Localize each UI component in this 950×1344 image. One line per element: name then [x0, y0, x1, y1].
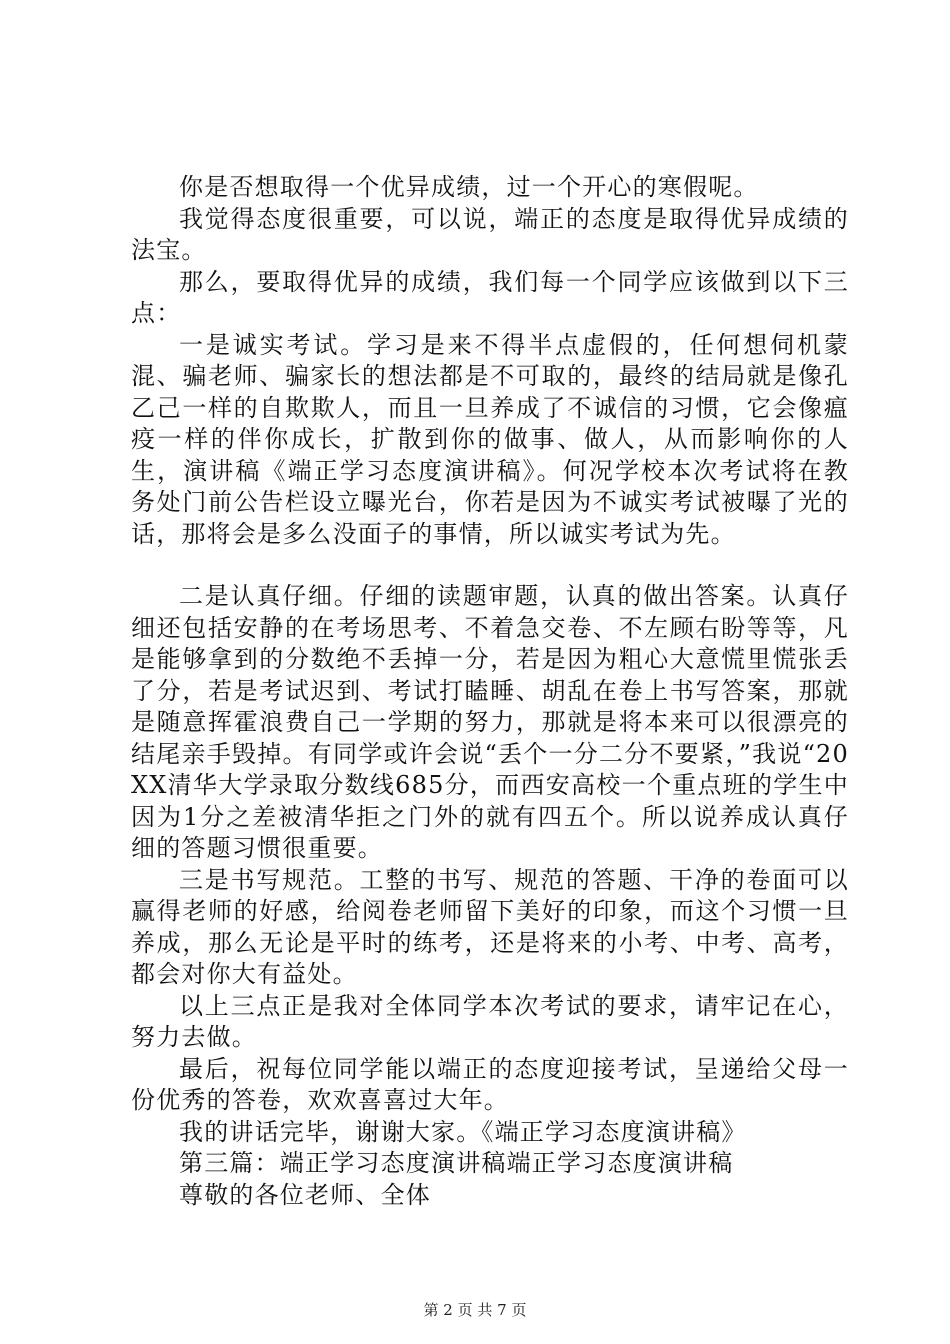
paragraph-point-two-carefulness: 二是认真仔细。仔细的读题审题，认真的做出答案。认真仔细还包括安静的在考场思考、不着急交卷、不左顾右盼等等，凡是能够拿到的分数绝不丢掉一分，若是因为粗心大意慌里慌张丢了分，若是考试迟到、考试打瞌睡、胡乱在卷上书写答案，那就是随意挥霍浪费自己一学期的努力，那就是将本来可以很漂亮的结尾亲手毁掉。有同学或许会说“丢个一分二分不要紧，”我说“20XX清华大学录取分数线685分，而西安高校一个重点班的学生中因为1分之差被清华拒之门外的就有四五个。所以说养成认真仔细的答题习惯很重要。 [131, 582, 849, 862]
paragraph-three-points-intro: 那么，要取得优异的成绩，我们每一个同学应该做到以下三点： [131, 267, 849, 327]
paragraph-requirements-summary: 以上三点正是我对全体同学本次考试的要求，请牢记在心，努力去做。 [131, 991, 849, 1051]
paragraph-point-one-honesty: 一是诚实考试。学习是来不得半点虚假的，任何想伺机蒙混、骗老师、骗家长的想法都是不可取的，最终的结局就是像孔乙己一样的自欺欺人，而且一旦养成了不诚信的习惯，它会像瘟疫一样的伴你成长，扩散到你的做事、做人，从而影响你的人生，演讲稿《端正学习态度演讲稿》。何况学校本次考试将在教务处门前公告栏设立曝光台，你若是因为不诚实考试被曝了光的话，那将会是多么没面子的事情，所以诚实考试为先。 [131, 330, 849, 548]
paragraph-salutation: 尊敬的各位老师、全体 [179, 1180, 431, 1209]
paragraph-intro-question: 你是否想取得一个优异成绩，过一个开心的寒假呢。 [179, 173, 759, 201]
document-body [131, 172, 849, 1211]
paragraph-third-article-title: 第三篇：端正学习态度演讲稿端正学习态度演讲稿 [179, 1149, 734, 1177]
paragraph-speech-end: 我的讲话完毕，谢谢大家。《端正学习态度演讲稿》 [179, 1117, 747, 1146]
paragraph-point-three-handwriting: 三是书写规范。工整的书写、规范的答题、干净的卷面可以赢得老师的好感，给阅卷老师留下美好的印象，而这个习惯一旦养成，那么无论是平时的练考，还是将来的小考、中考、高考，都会对你大有益处。 [131, 865, 849, 988]
paragraph-attitude-importance: 我觉得态度很重要，可以说，端正的态度是取得优异成绩的法宝。 [131, 204, 849, 264]
page-number-footer: 第 2 页 共 7 页 [423, 1301, 527, 1319]
paragraph-closing-wishes: 最后，祝每位同学能以端正的态度迎接考试，呈递给父母一份优秀的答卷，欢欢喜喜过大年。 [131, 1054, 849, 1114]
